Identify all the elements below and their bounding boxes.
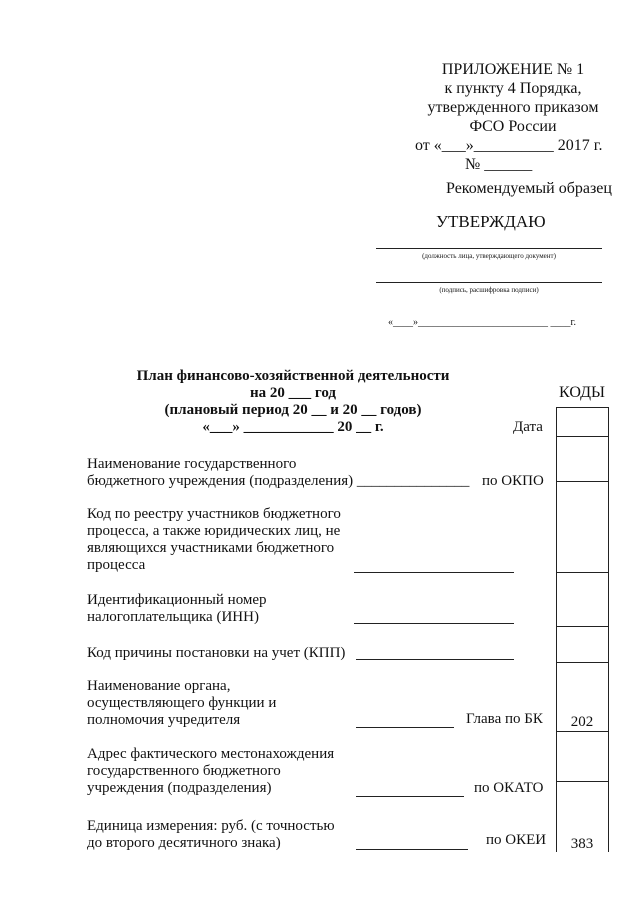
position-line	[376, 248, 602, 249]
appendix-number-line: № ______	[465, 156, 533, 173]
codes-border-right	[608, 407, 609, 852]
codes-rule	[556, 626, 608, 627]
codes-rule	[556, 572, 608, 573]
codes-rule	[556, 662, 608, 663]
signature-caption: (подпись, расшифровка подписи)	[439, 286, 539, 294]
codes-border-left	[556, 407, 557, 852]
codes-rule	[556, 436, 608, 437]
registry-code-line	[354, 572, 514, 573]
codes-rule	[556, 781, 608, 782]
position-caption: (должность лица, утверждающего документ)	[422, 252, 556, 260]
approve-title: УТВЕРЖДАЮ	[436, 212, 546, 231]
kpp-line	[356, 659, 514, 660]
field-unit: Единица измерения: руб. (с точностью до второго десятичного знака)	[87, 818, 335, 851]
field-inn: Идентификационный номер налогоплательщика (ИНН)	[87, 592, 267, 625]
bk-chapter-label: Глава по БК	[466, 711, 543, 727]
plan-title-line-3: (плановый период 20 __ и 20 __ годов)	[164, 402, 422, 418]
field-institution-name: Наименование государственного бюджетного учреждения (подразделения) _______________	[87, 456, 470, 489]
field-registry-code: Код по реестру участников бюджетного процесса, а также юридических лиц, не являющихся участниками бюджетного процесса	[87, 506, 341, 573]
appendix-line-4: ФСО России	[469, 118, 557, 135]
address-line	[356, 796, 464, 797]
okei-code: 383	[570, 836, 594, 852]
plan-title-line-1: План финансово-хозяйственной деятельности	[136, 368, 450, 384]
codes-rule	[556, 481, 608, 482]
appendix-line-2: к пункту 4 Порядка,	[444, 80, 582, 97]
field-kpp: Код причины постановки на учет (КПП)	[87, 645, 346, 661]
okato-label: по ОКАТО	[474, 780, 544, 796]
recommended-sample: Рекомендуемый образец	[446, 180, 612, 197]
date-label: Дата	[513, 419, 543, 435]
appendix-line-3: утвержденного приказом	[427, 99, 599, 116]
bk-chapter-code: 202	[570, 714, 594, 730]
okei-label: по ОКЕИ	[486, 832, 547, 848]
inn-line	[354, 623, 514, 624]
codes-rule	[556, 731, 608, 732]
field-address: Адрес фактического местонахождения государственного бюджетного учреждения (подразделения)	[87, 746, 335, 796]
plan-title-line-2: на 20 ___ год	[250, 385, 336, 401]
approve-date-line: «____»__________________________ ____г.	[388, 317, 576, 328]
signature-line	[376, 282, 602, 283]
codes-header: КОДЫ	[559, 384, 605, 401]
plan-title-line-4: «___» ____________ 20 __ г.	[202, 419, 384, 435]
field-founder-organ: Наименование органа, осуществляющего функции и полномочия учредителя	[87, 678, 277, 728]
founder-organ-line	[356, 727, 454, 728]
unit-line	[356, 849, 468, 850]
codes-rule	[556, 407, 608, 408]
appendix-date-line: от «___»__________ 2017 г.	[415, 137, 603, 154]
appendix-title: ПРИЛОЖЕНИЕ № 1	[441, 61, 585, 78]
okpo-label: по ОКПО	[482, 473, 544, 489]
